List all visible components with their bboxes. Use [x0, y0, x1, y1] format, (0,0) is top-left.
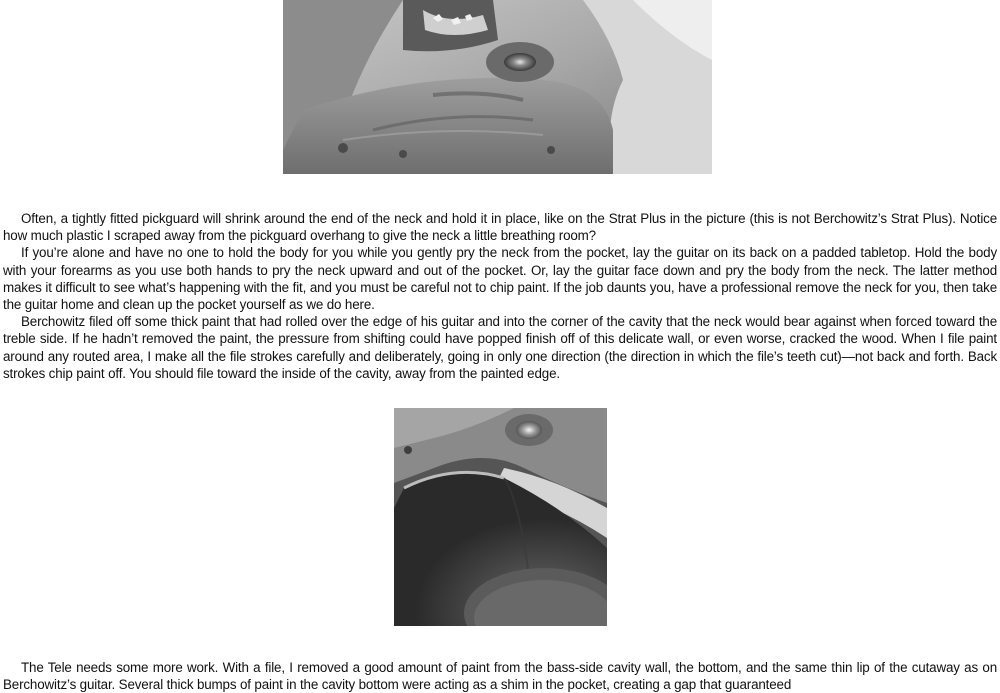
- paragraph: If you’re alone and have no one to hold the body for you while you gently pry the neck from the pocket, lay the guitar on its back on a padded tabletop. Hold the body with your forearms as you use both hands to pry the neck upward and out of the pocket. Or, lay the guitar face down and pry the body from the neck. The latter method makes it difficult to see what’s happening with the fit, and you must be careful not to chip paint. If the job daunts you, have a professional remove the neck for you, then take the guitar home and clean up the pocket yourself as we do here.: [3, 245, 997, 313]
- paragraph: The Tele needs some more work. With a file, I removed a good amount of paint from the bass-side cavity wall, the bottom, and the same thin lip of the cutaway as on Berchowitz’s guitar. Several thick bumps of paint in the cavity bottom were acting as a shim in the pocket, creating a gap that guaranteed: [3, 660, 997, 693]
- article-text-bottom: [3, 659, 997, 693]
- paragraph: Often, a tightly fitted pickguard will shrink around the end of the neck and hold it in place, like on the Strat Plus in the picture (this is not Berchowitz’s Strat Plus). Notice how much plastic I scraped away from the pickguard overhang to give the neck a little breathing room?: [3, 211, 997, 244]
- pickguard-neck-pocket-photo: [283, 0, 712, 174]
- neck-pocket-corner-photo: [394, 408, 607, 626]
- paragraph: Berchowitz filed off some thick paint that had rolled over the edge of his guitar and into the corner of the cavity that the neck would bear against when forced toward the treble side. If he hadn’t removed the paint, the pressure from shifting could have popped finish off of this delicate wall, or even worse, cracked the wood. When I file paint around any routed area, I make all the file strokes carefully and deliberately, going in only one direction (the direction in which the file’s teeth cut)—not back and forth. Back strokes chip paint off. You should file toward the inside of the cavity, away from the painted edge.: [3, 314, 997, 381]
- article-text-top: [3, 210, 997, 382]
